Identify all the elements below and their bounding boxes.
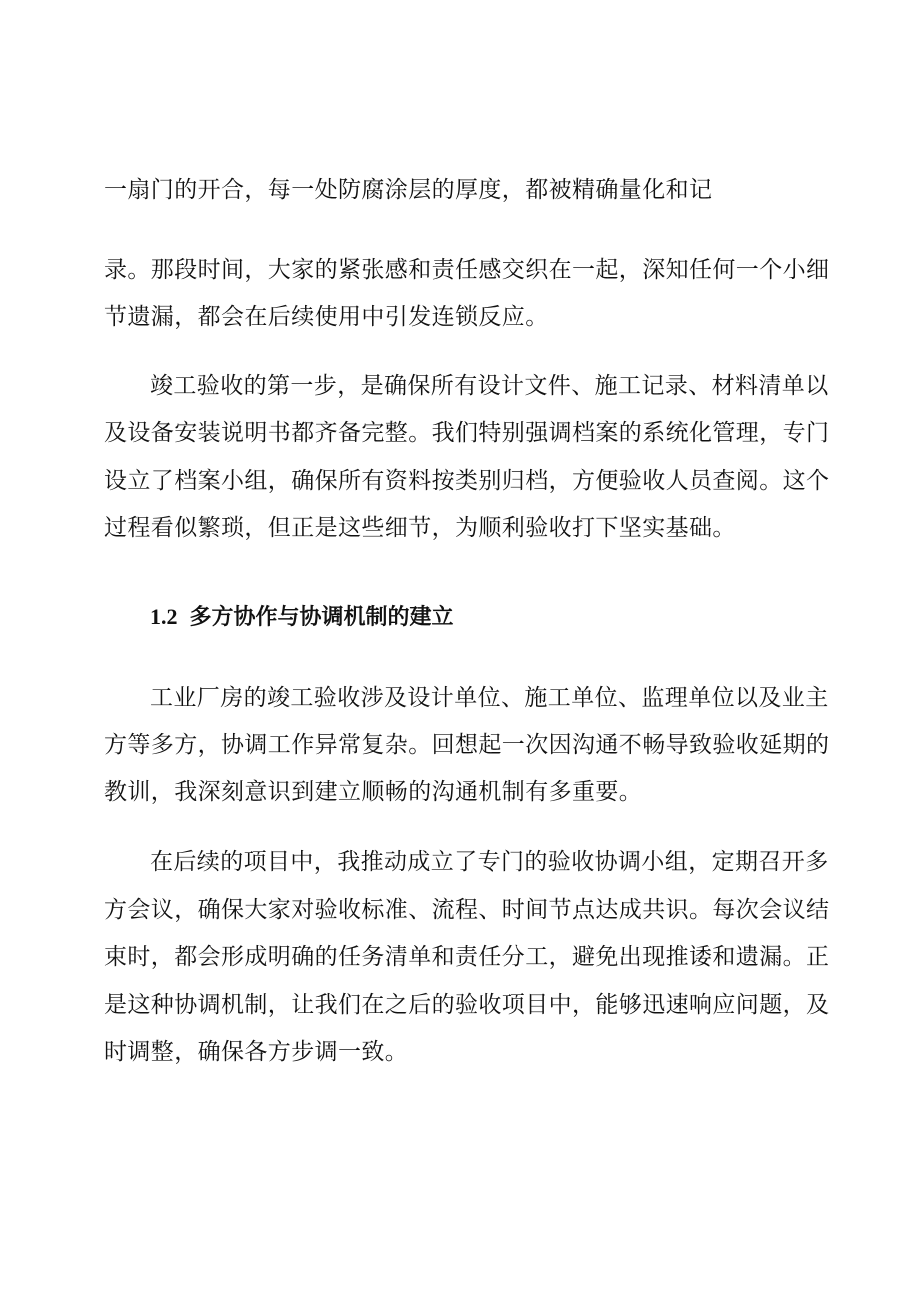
- body-text-line: 方等多方，协调工作异常复杂。回想起一次因沟通不畅导致验收延期的: [104, 732, 830, 758]
- body-text-line: 束时，都会形成明确的任务清单和责任分工，避免出现推诿和遗漏。正: [104, 944, 830, 970]
- body-text-line: 一扇门的开合，每一处防腐涂层的厚度，都被精确量化和记: [104, 177, 713, 203]
- body-text-line: 工业厂房的竣工验收涉及设计单位、施工单位、监理单位以及业主: [150, 685, 829, 711]
- section-heading: [150, 602, 454, 633]
- section-number: 1.2: [150, 604, 178, 629]
- section-title: 多方协作与协调机制的建立: [189, 605, 454, 630]
- body-text-line: 录。那段时间，大家的紧张感和责任感交织在一起，深知任何一个小细: [104, 257, 830, 283]
- body-text-line: 是这种协调机制，让我们在之后的验收项目中，能够迅速响应问题，及: [104, 992, 830, 1018]
- body-text-line: 方会议，确保大家对验收标准、流程、时间节点达成共识。每次会议结: [104, 897, 830, 923]
- body-text-line: 在后续的项目中，我推动成立了专门的验收协调小组，定期召开多: [150, 849, 829, 875]
- body-text-line: 竣工验收的第一步，是确保所有设计文件、施工记录、材料清单以: [150, 373, 829, 399]
- body-text-line: 设立了档案小组，确保所有资料按类别归档，方便验收人员查阅。这个: [104, 468, 830, 494]
- body-text-line: 教训，我深刻意识到建立顺畅的沟通机制有多重要。: [104, 779, 643, 805]
- body-text-line: 节遗漏，都会在后续使用中引发连锁反应。: [104, 304, 549, 330]
- body-text-line: 时调整，确保各方步调一致。: [104, 1039, 409, 1065]
- body-text-line: 及设备安装说明书都齐备完整。我们特别强调档案的系统化管理，专门: [104, 420, 830, 446]
- body-text-line: 过程看似繁琐，但正是这些细节，为顺利验收打下坚实基础。: [104, 515, 736, 541]
